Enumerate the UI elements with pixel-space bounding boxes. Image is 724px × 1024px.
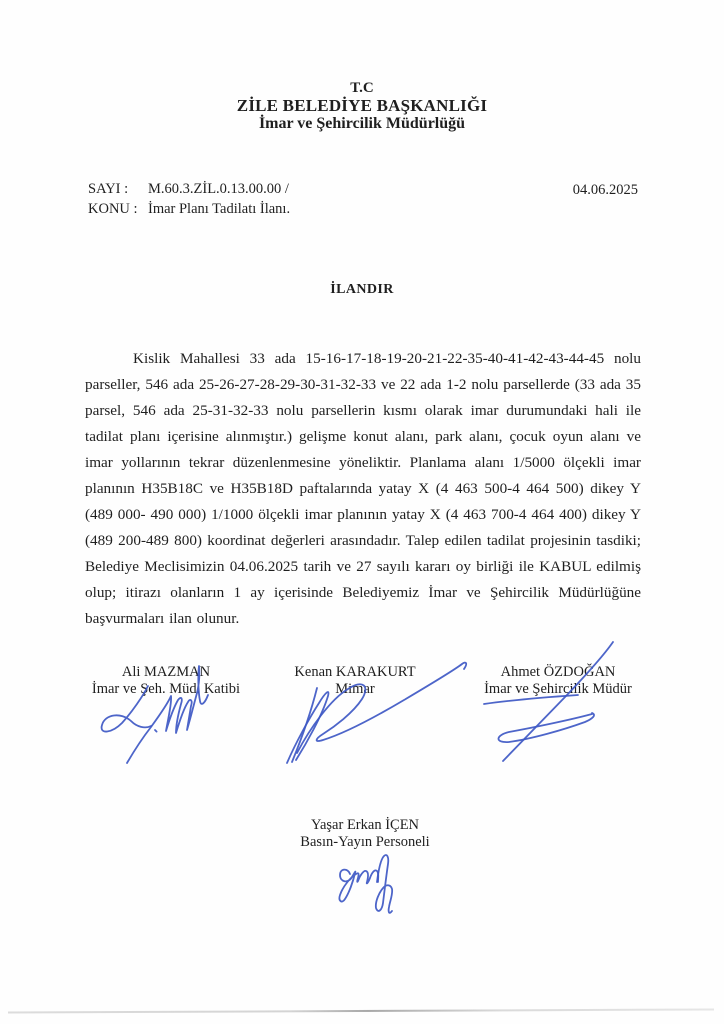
signatory-block-3 xyxy=(474,664,642,697)
signatory-title: Mimar xyxy=(335,680,375,697)
sayi-value: M.60.3.ZİL.0.13.00.00 / xyxy=(148,181,289,197)
signatory-name: Kenan KARAKURT xyxy=(294,664,416,680)
document-date: 04.06.2025 xyxy=(572,182,638,198)
announcement-title: İLANDIR xyxy=(330,282,394,297)
announcement-body: Kislik Mahallesi 33 ada 15-16-17-18-19-20-21-22-35-40-41-42-43-44-45 nolu parseller, 546 ada 25-26-27-28-29-30-31-32-33 ve 22 ada 1-2 nolu parsellerde (33 ada 35 parsel, 546 ada 25-31-32-33 nolu parsellerin kısmı olarak imar durumundaki hali ile tadilat planı içerisine alınmıştır.) gelişme konut alanı, park alanı, çocuk oyun alanı ve imar yollarının tekrar düzenlenmesine yöneliktir. Planlama alanı 1/5000 ölçekli imar planının H35B18C ve H35B18D paftalarında yatay X (4 463 500-4 464 500) dikey Y (489 000- 490 000) 1/1000 ölçekli imar planının yatay X (4 463 700-4 464 400) dikey Y (489 200-489 800) koordinat değerleri arasındadır. Talep edilen tadilat projesinin tasdiki; Belediye Meclisimizin 04.06.2025 tarih ve 27 sayılı kararı oy birliği ile KABUL edilmiş olup; itirazı olanların 1 ay içerisinde Belediyemiz İmar ve Şehircilik Müdürlüğüne başvurmaları ilan olunur. xyxy=(85,350,641,627)
signature-ahmet-ozdogan xyxy=(484,642,613,761)
footer-signatory-block xyxy=(282,817,448,850)
konu-row xyxy=(88,199,290,219)
konu-value: İmar Planı Tadilatı İlanı. xyxy=(148,201,291,217)
signature-yasar-erkan-icen xyxy=(339,855,392,913)
signatory-title: Basın-Yayın Personeli xyxy=(300,833,430,850)
konu-label: KONU : xyxy=(88,201,138,217)
sayi-row xyxy=(88,179,290,199)
signatory-block-2 xyxy=(272,664,438,697)
reference-block xyxy=(88,179,290,219)
signatory-title: İmar ve Şeh. Müd. Katibi xyxy=(91,680,241,697)
sayi-label: SAYI : xyxy=(88,181,129,197)
signatory-name: Yaşar Erkan İÇEN xyxy=(310,817,420,833)
letterhead-municipality: ZİLE BELEDİYE BAŞKANLIĞI xyxy=(236,96,488,115)
signatory-block-1 xyxy=(83,664,249,697)
scan-artifact-line xyxy=(8,1008,714,1013)
letterhead-department: İmar ve Şehircilik Müdürlüğü xyxy=(258,115,466,132)
letterhead-tc: T.C xyxy=(350,80,374,96)
signatory-name: Ali MAZMAN xyxy=(121,664,211,680)
signatory-name: Ahmet ÖZDOĞAN xyxy=(500,664,616,680)
letterhead xyxy=(0,79,724,133)
signatory-title: İmar ve Şehircilik Müdür xyxy=(484,680,632,697)
